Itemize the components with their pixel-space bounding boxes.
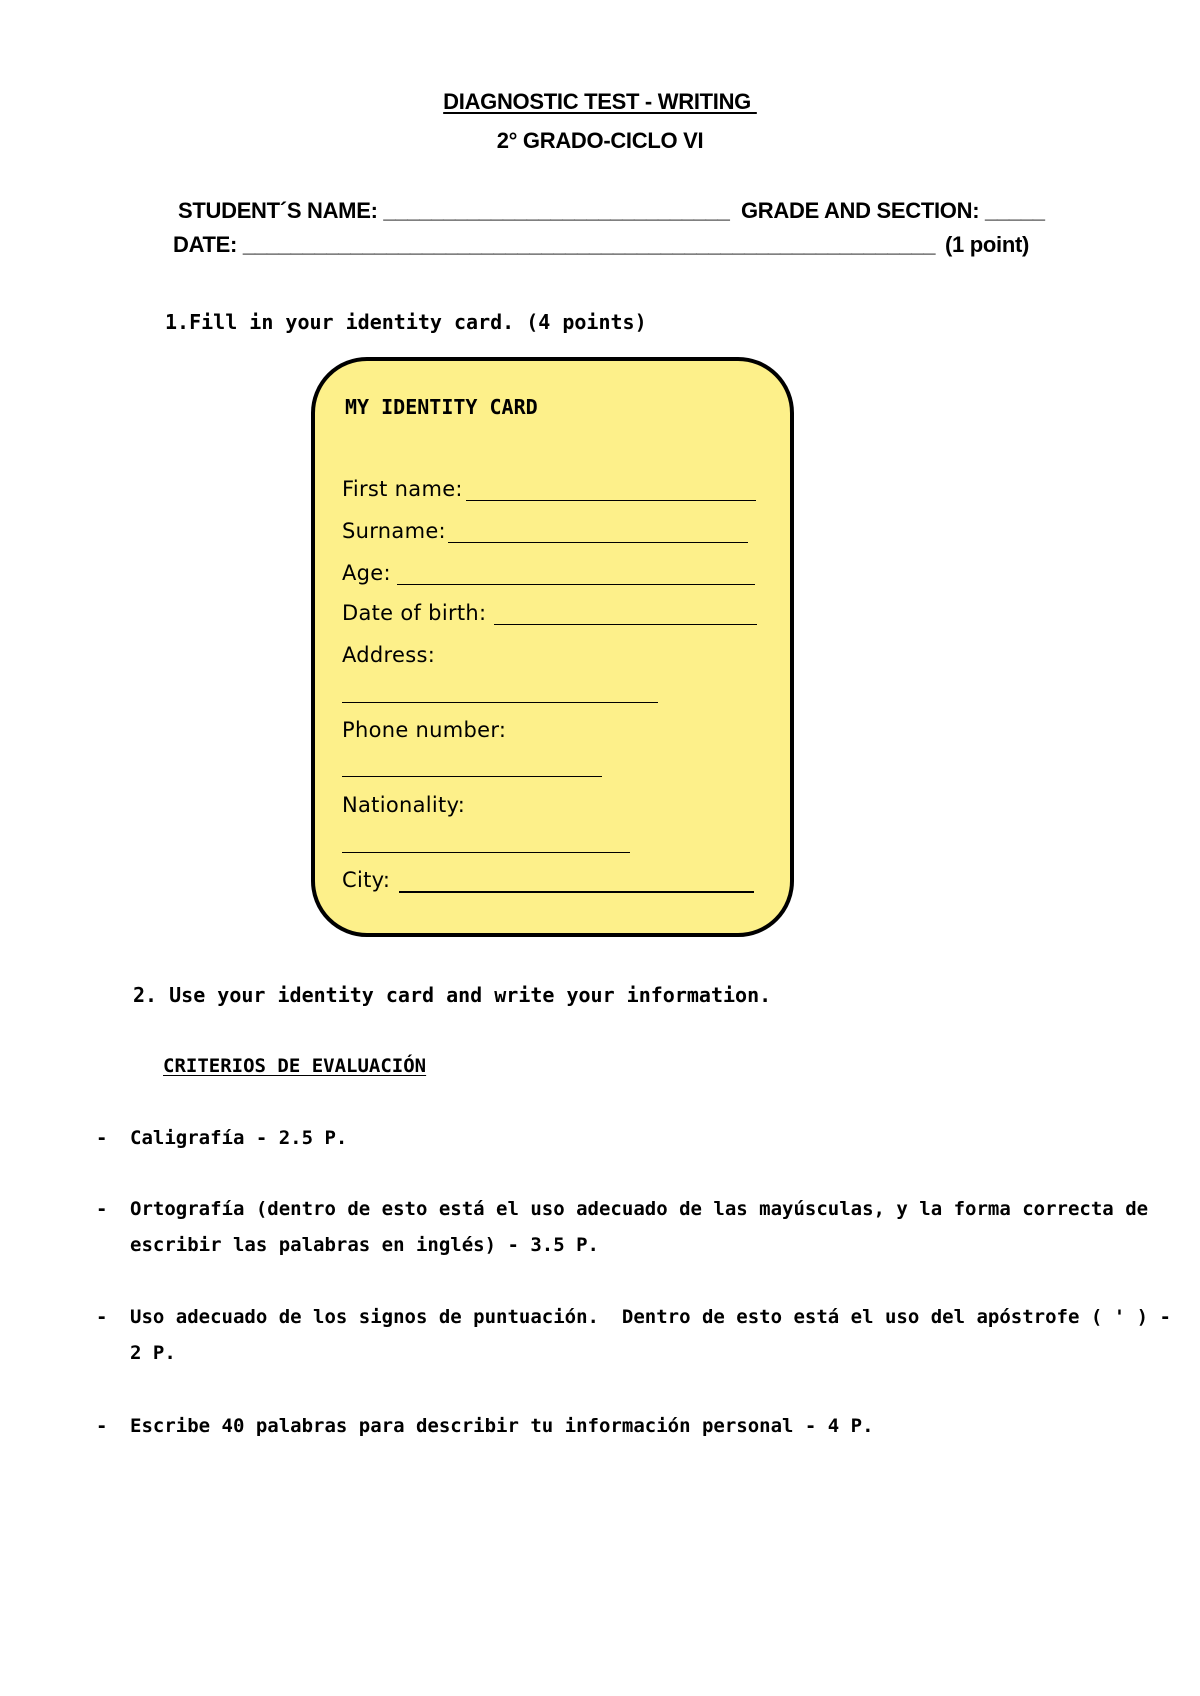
criteria-bullet: -	[96, 1198, 108, 1220]
first-name-blank[interactable]	[466, 500, 756, 501]
criteria-item-caligrafia: Caligrafía - 2.5 P.	[130, 1127, 348, 1149]
city-label: City:	[342, 868, 391, 892]
date-of-birth-blank[interactable]	[494, 624, 757, 625]
criteria-bullet: -	[96, 1127, 108, 1149]
question-2: 2. Use your identity card and write your information.	[133, 983, 772, 1007]
first-name-label: First name:	[342, 477, 463, 501]
age-label: Age:	[342, 561, 391, 585]
identity-card-title: MY IDENTITY CARD	[345, 395, 538, 419]
student-name-field[interactable]: STUDENT´S NAME: _____________________________	[178, 198, 730, 223]
age-blank[interactable]	[397, 584, 755, 585]
page-title: DIAGNOSTIC TEST - WRITING	[443, 89, 757, 114]
criteria-bullet: -	[96, 1306, 108, 1328]
address-blank[interactable]	[342, 702, 658, 703]
criteria-item-ortografia: Ortografía (dentro de esto está el uso adecuado de las mayúsculas, y la forma correcta de	[130, 1198, 1149, 1220]
surname-label: Surname:	[342, 519, 446, 543]
date-of-birth-label: Date of birth:	[342, 601, 487, 625]
page-subtitle: 2° GRADO-CICLO VI	[496, 128, 704, 153]
date-field[interactable]: DATE: __________________________________________________________	[173, 232, 936, 257]
phone-number-blank[interactable]	[342, 776, 602, 777]
criteria-item-ortografia-cont: escribir las palabras en inglés) - 3.5 P.	[130, 1234, 599, 1256]
address-label: Address:	[342, 643, 436, 667]
criteria-item-palabras: Escribe 40 palabras para describir tu información personal - 4 P.	[130, 1415, 874, 1437]
criteria-bullet: -	[96, 1415, 108, 1437]
grade-section-field[interactable]: GRADE AND SECTION: _____	[741, 198, 1045, 223]
nationality-blank[interactable]	[342, 852, 630, 853]
question-1: 1.Fill in your identity card. (4 points)	[165, 310, 647, 334]
criteria-item-puntuacion-cont: 2 P.	[130, 1342, 176, 1364]
phone-number-label: Phone number:	[342, 718, 507, 742]
city-blank[interactable]	[399, 891, 754, 893]
criteria-item-puntuacion: Uso adecuado de los signos de puntuación. Dentro de esto está el uso del apóstrofe ( ' ) -	[130, 1306, 1171, 1328]
nationality-label: Nationality:	[342, 793, 466, 817]
criteria-title: CRITERIOS DE EVALUACIÓN	[163, 1055, 427, 1077]
surname-blank[interactable]	[448, 542, 748, 543]
date-points: (1 point)	[945, 232, 1030, 257]
